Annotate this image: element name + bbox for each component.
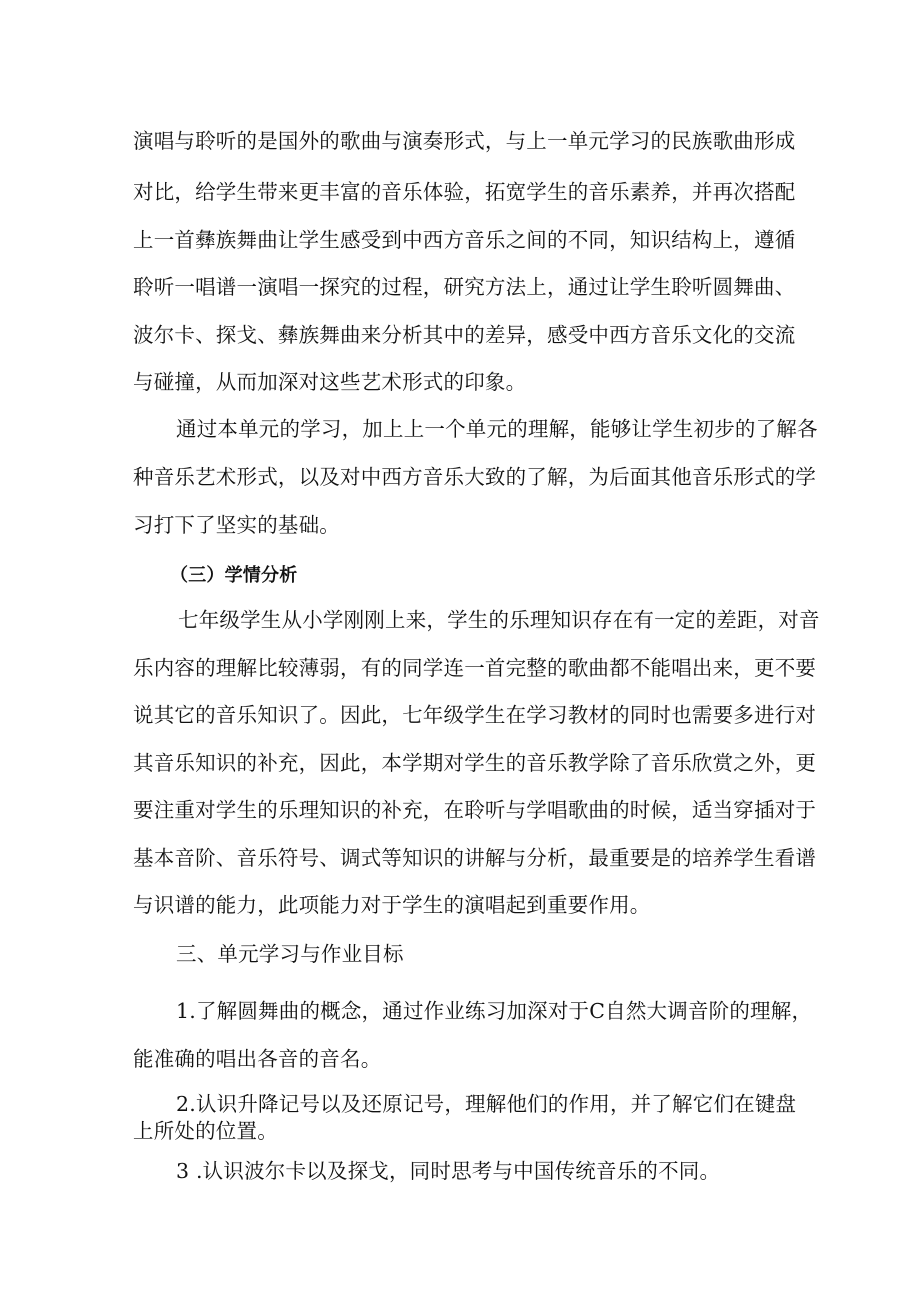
- paragraph-line: 要注重对学生的乐理知识的补充，在聆听与学唱歌曲的时候，适当穿插对于: [133, 798, 817, 822]
- paragraph-line: 演唱与聆听的是国外的歌曲与演奏形式，与上一单元学习的民族歌曲形成: [133, 129, 796, 153]
- paragraph-line: 种音乐艺术形式，以及对中西方音乐大致的了解，为后面其他音乐形式的学: [133, 465, 817, 489]
- paragraph-line: 与识谱的能力，此项能力对于学生的演唱起到重要作用。: [133, 893, 651, 917]
- goal-line: 1.了解圆舞曲的概念，通过作业练习加深对于C自然大调音阶的理解，: [176, 999, 813, 1023]
- chapter-heading: 三、单元学习与作业目标: [176, 942, 404, 966]
- section-heading: （三）学情分析: [170, 565, 298, 586]
- paragraph-line: 与碰撞，从而加深对这些艺术形式的印象。: [133, 370, 527, 394]
- goal-line: 2.认识升降记号以及还原记号，理解他们的作用，并了解它们在键盘: [176, 1092, 797, 1116]
- paragraph-line: 乐内容的理解比较薄弱，有的同学连一首完整的歌曲都不能唱出来，更不要: [133, 656, 817, 680]
- paragraph-line: 其音乐知识的补充，因此，本学期对学生的音乐教学除了音乐欣赏之外，更: [133, 751, 817, 775]
- goal-line: 能准确的唱出各音的音名。: [133, 1047, 382, 1071]
- goal-line: 3 .认识波尔卡以及探戈，同时思考与中国传统音乐的不同。: [176, 1159, 721, 1183]
- paragraph-line: 聆听一唱谱一演唱一探究的过程，研究方法上，通过让学生聆听圆舞曲、: [133, 275, 796, 299]
- paragraph-line: 基本音阶、音乐符号、调式等知识的讲解与分析，最重要是的培养学生看谱: [133, 846, 817, 870]
- paragraph-line: 波尔卡、探戈、彝族舞曲来分析其中的差异，感受中西方音乐文化的交流: [133, 323, 796, 347]
- paragraph-line: 说其它的音乐知识了。因此，七年级学生在学习教材的同时也需要多进行对: [133, 703, 817, 727]
- paragraph-line: 通过本单元的学习，加上上一个单元的理解，能够让学生初步的了解各: [176, 417, 818, 441]
- paragraph-line: 对比，给学生带来更丰富的音乐体验，拓宽学生的音乐素养，并再次搭配: [133, 180, 796, 204]
- paragraph-line: 上一首彝族舞曲让学生感受到中西方音乐之间的不同，知识结构上，遵循: [133, 228, 796, 252]
- goal-line: 上所处的位置。: [133, 1119, 278, 1143]
- paragraph-line: 习打下了坚实的基础。: [133, 513, 340, 537]
- paragraph-line: 七年级学生从小学刚刚上来，学生的乐理知识存在有一定的差距，对音: [178, 608, 820, 632]
